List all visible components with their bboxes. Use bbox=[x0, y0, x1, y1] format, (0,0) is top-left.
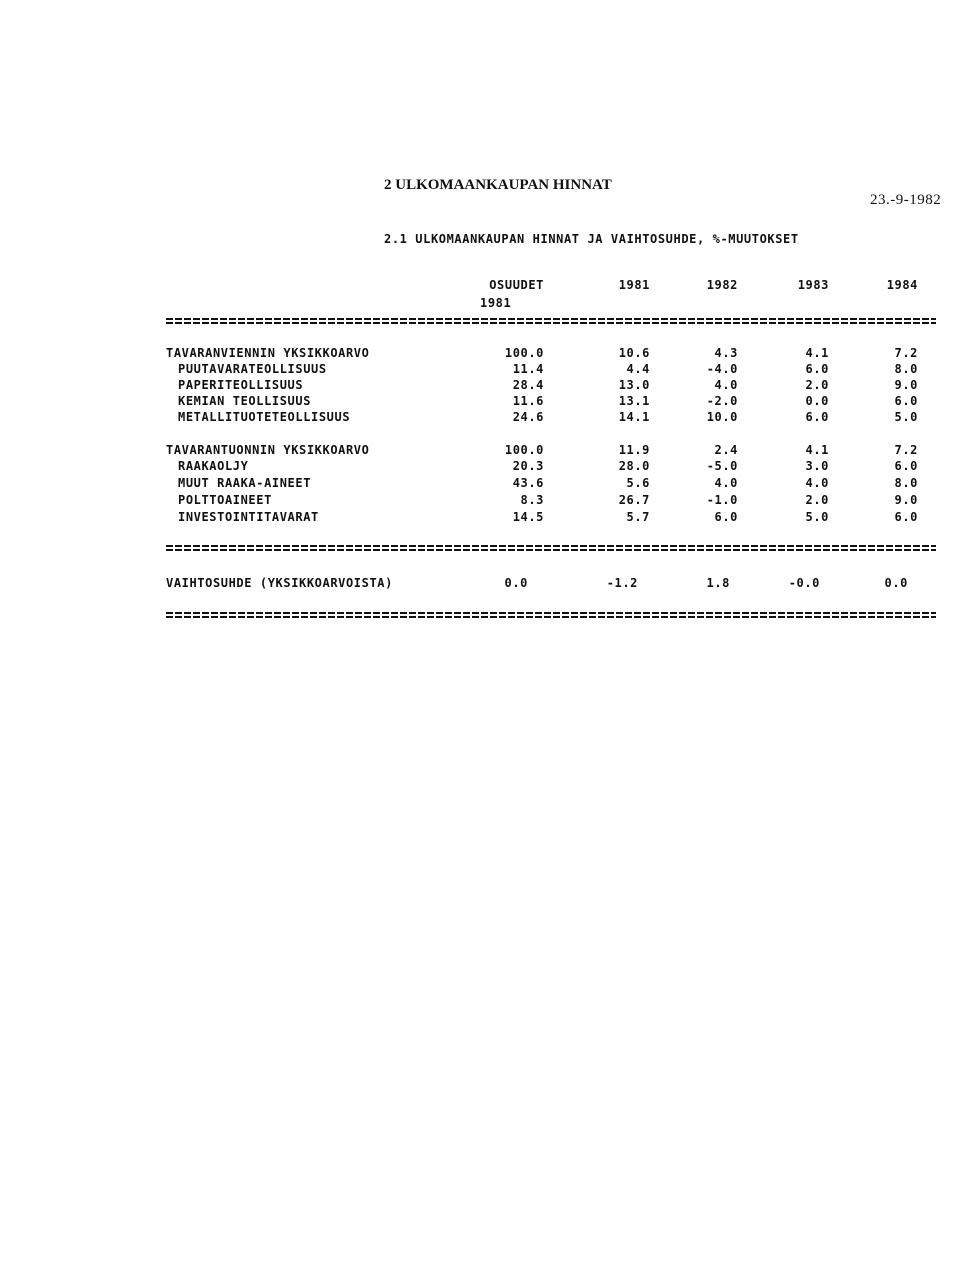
cell-1984: 7.2 bbox=[894, 443, 918, 457]
cell-share: 100.0 bbox=[504, 443, 544, 457]
table-row bbox=[0, 443, 960, 456]
cell-share: 11.4 bbox=[512, 362, 544, 376]
table-row bbox=[0, 378, 960, 391]
row-label: PAPERITEOLLISUUS bbox=[178, 378, 304, 392]
row-label: KEMIAN TEOLLISUUS bbox=[178, 394, 312, 408]
cell-1981: 5.7 bbox=[626, 510, 650, 524]
summary-cell-1981: -1.2 bbox=[606, 576, 638, 590]
cell-share: 28.4 bbox=[512, 378, 544, 392]
summary-row bbox=[0, 576, 960, 589]
cell-1981: 4.4 bbox=[626, 362, 650, 376]
row-label: RAAKAOLJY bbox=[178, 459, 249, 473]
cell-1981: 10.6 bbox=[618, 346, 650, 360]
cell-share: 100.0 bbox=[504, 346, 544, 360]
cell-1983: 3.0 bbox=[805, 459, 829, 473]
table-row bbox=[0, 510, 960, 523]
cell-1982: 2.4 bbox=[714, 443, 738, 457]
row-label: TAVARANTUONNIN YKSIKKOARVO bbox=[166, 443, 370, 457]
table-row bbox=[0, 410, 960, 423]
summary-cell-share: 0.0 bbox=[504, 576, 528, 590]
table-row bbox=[0, 493, 960, 506]
cell-share: 11.6 bbox=[512, 394, 544, 408]
cell-1982: 6.0 bbox=[714, 510, 738, 524]
cell-1982: -1.0 bbox=[706, 493, 738, 507]
summary-label: VAIHTOSUHDE (YKSIKKOARVOISTA) bbox=[166, 576, 393, 590]
cell-share: 20.3 bbox=[512, 459, 544, 473]
row-label: MUUT RAAKA-AINEET bbox=[178, 476, 312, 490]
cell-1984: 9.0 bbox=[894, 378, 918, 392]
cell-1984: 8.0 bbox=[894, 476, 918, 490]
cell-1983: 4.1 bbox=[805, 346, 829, 360]
column-header-1982: 1982 bbox=[706, 278, 738, 292]
table-row bbox=[0, 346, 960, 359]
cell-1982: 10.0 bbox=[706, 410, 738, 424]
cell-1983: 6.0 bbox=[805, 362, 829, 376]
cell-1982: -5.0 bbox=[706, 459, 738, 473]
cell-1982: -4.0 bbox=[706, 362, 738, 376]
cell-1981: 11.9 bbox=[618, 443, 650, 457]
summary-cell-1982: 1.8 bbox=[706, 576, 730, 590]
cell-share: 8.3 bbox=[520, 493, 544, 507]
cell-1981: 28.0 bbox=[618, 459, 650, 473]
table-subtitle: 2.1 ULKOMAANKAUPAN HINNAT JA VAIHTOSUHDE, %-MUUTOKSET bbox=[384, 232, 799, 246]
cell-1984: 9.0 bbox=[894, 493, 918, 507]
column-header-1984: 1984 bbox=[886, 278, 918, 292]
row-label: TAVARANVIENNIN YKSIKKOARVO bbox=[166, 346, 370, 360]
section-heading: 2 ULKOMAANKAUPAN HINNAT bbox=[384, 177, 612, 193]
cell-1982: 4.0 bbox=[714, 378, 738, 392]
table-row bbox=[0, 362, 960, 375]
cell-1983: 0.0 bbox=[805, 394, 829, 408]
double-rule-middle bbox=[166, 545, 936, 552]
cell-1983: 2.0 bbox=[805, 493, 829, 507]
cell-1983: 4.1 bbox=[805, 443, 829, 457]
table-row bbox=[0, 476, 960, 489]
cell-1984: 6.0 bbox=[894, 459, 918, 473]
cell-1982: -2.0 bbox=[706, 394, 738, 408]
cell-1983: 6.0 bbox=[805, 410, 829, 424]
summary-cell-1983: -0.0 bbox=[788, 576, 820, 590]
cell-1981: 13.1 bbox=[618, 394, 650, 408]
cell-1984: 6.0 bbox=[894, 510, 918, 524]
cell-1984: 6.0 bbox=[894, 394, 918, 408]
summary-cell-1984: 0.0 bbox=[884, 576, 908, 590]
column-header-share-year: 1981 bbox=[480, 296, 512, 310]
cell-1981: 5.6 bbox=[626, 476, 650, 490]
cell-1982: 4.3 bbox=[714, 346, 738, 360]
double-rule-top bbox=[166, 318, 936, 325]
cell-1981: 26.7 bbox=[618, 493, 650, 507]
cell-1984: 5.0 bbox=[894, 410, 918, 424]
column-header-1981: 1981 bbox=[618, 278, 650, 292]
cell-1983: 5.0 bbox=[805, 510, 829, 524]
cell-1983: 2.0 bbox=[805, 378, 829, 392]
cell-share: 14.5 bbox=[512, 510, 544, 524]
column-header-share: OSUUDET bbox=[489, 278, 544, 292]
row-label: INVESTOINTITAVARAT bbox=[178, 510, 319, 524]
column-header-1983: 1983 bbox=[797, 278, 829, 292]
cell-1981: 14.1 bbox=[618, 410, 650, 424]
date-stamp: 23.-9-1982 bbox=[870, 192, 942, 208]
cell-1981: 13.0 bbox=[618, 378, 650, 392]
cell-share: 43.6 bbox=[512, 476, 544, 490]
cell-1984: 7.2 bbox=[894, 346, 918, 360]
double-rule-bottom bbox=[166, 612, 936, 619]
cell-share: 24.6 bbox=[512, 410, 544, 424]
row-label: METALLITUOTETEOLLISUUS bbox=[178, 410, 351, 424]
table-row bbox=[0, 459, 960, 472]
cell-1983: 4.0 bbox=[805, 476, 829, 490]
table-row bbox=[0, 394, 960, 407]
cell-1982: 4.0 bbox=[714, 476, 738, 490]
row-label: PUUTAVARATEOLLISUUS bbox=[178, 362, 327, 376]
row-label: POLTTOAINEET bbox=[178, 493, 272, 507]
cell-1984: 8.0 bbox=[894, 362, 918, 376]
